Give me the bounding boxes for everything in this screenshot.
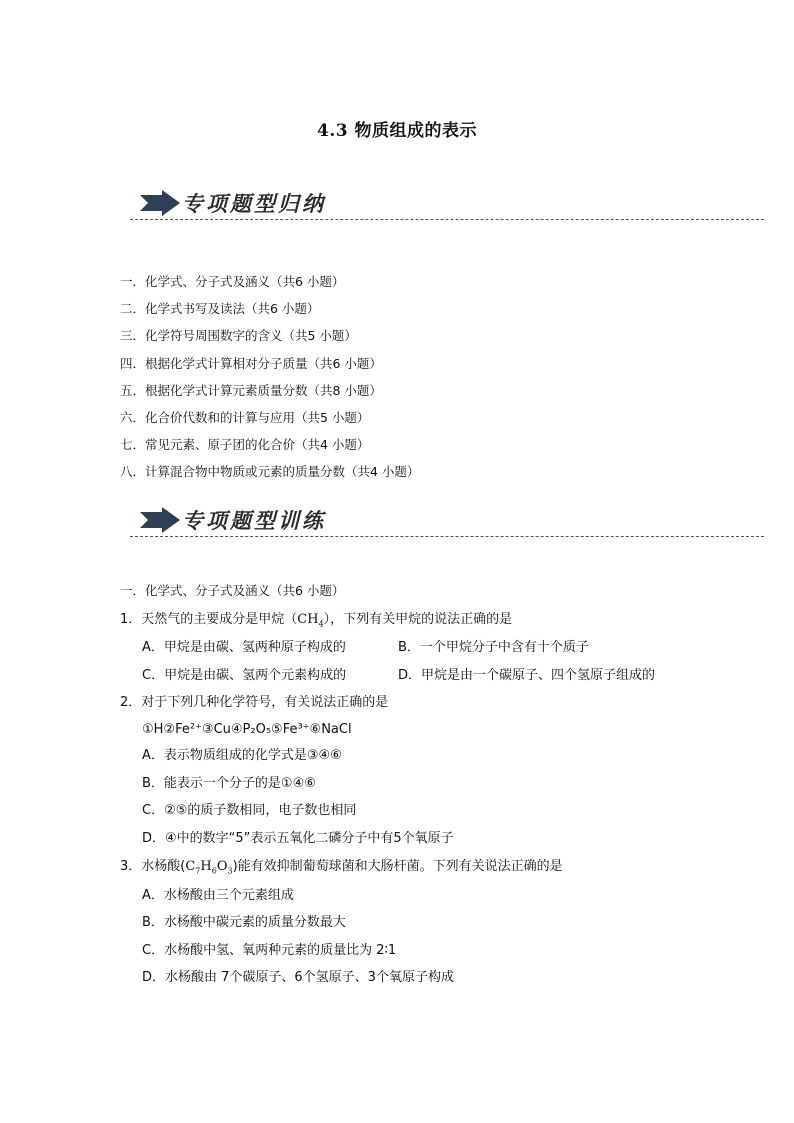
- option-d: D．水杨酸由 7个碳原子、6个氢原子、3个氧原子构成: [142, 970, 454, 985]
- option-d: D．④中的数字“5”表示五氧化二磷分子中有5个氧原子: [142, 831, 454, 846]
- section-heading: 一．化学式、分子式及涵义（共6 小题）: [120, 583, 345, 598]
- page-title: 4.3 物质组成的表示: [317, 121, 477, 141]
- section-banner-summary: [130, 186, 764, 220]
- question-3-stem: 3．水杨酸$(C_7H_6O_3)$能有效抑制葡萄球菌和大肠杆菌。下列有关说法正确的是: [120, 859, 563, 876]
- topic-item: 二．化学式书写及读法（共6 小题）: [120, 301, 320, 317]
- option-a: A．水杨酸由三个元素组成: [142, 888, 294, 903]
- divider: [130, 536, 764, 537]
- question-2-stem: 2．对于下列几种化学符号，有关说法正确的是: [120, 695, 389, 710]
- topic-list: [120, 272, 419, 490]
- option-b: B．水杨酸中碳元素的质量分数最大: [142, 915, 346, 930]
- option-a: A．甲烷是由碳、氢两种原子构成的: [142, 640, 346, 655]
- option-a: A．表示物质组成的化学式是③④⑥: [142, 748, 342, 763]
- option-d: D．甲烷是由一个碳原子、四个氢原子组成的: [398, 668, 656, 683]
- divider: [130, 219, 764, 220]
- topic-item: 一．化学式、分子式及涵义（共6 小题）: [120, 274, 345, 289]
- banner-text: 专项题型归纳: [182, 191, 326, 216]
- section-banner-practice: [130, 503, 764, 537]
- topic-item: 六．化合价代数和的计算与应用（共5 小题）: [120, 409, 370, 425]
- option-c: C．水杨酸中氢、氧两种元素的质量比为 2∶1: [142, 943, 397, 958]
- topic-item: 五．根据化学式计算元素质量分数（共8 小题）: [120, 382, 382, 398]
- option-b: B．一个甲烷分子中含有十个质子: [398, 640, 589, 655]
- question-1-stem: 1．天然气的主要成分是甲烷$(CH_4)$，下列有关甲烷的说法正确的是: [120, 612, 513, 629]
- arrow-icon: [140, 507, 182, 533]
- topic-item: 八．计算混合物中物质或元素的质量分数（共4 小题）: [120, 464, 420, 480]
- chemical-symbols: ①H②Fe²⁺③Cu④P₂O₅⑤Fe³⁺⑥NaCl: [142, 722, 352, 737]
- topic-item: 四．根据化学式计算相对分子质量（共6 小题）: [120, 355, 382, 371]
- option-c: C．甲烷是由碳、氢两个元素构成的: [142, 668, 347, 683]
- option-c: C．②⑤的质子数相同，电子数也相同: [142, 803, 357, 818]
- topic-item: 三．化学符号周围数字的含义（共5 小题）: [120, 328, 357, 344]
- banner-text: 专项题型训练: [182, 508, 326, 533]
- option-b: B．能表示一个分子的是①④⑥: [142, 776, 316, 791]
- topic-item: 七．常见元素、原子团的化合价（共4 小题）: [120, 437, 370, 453]
- arrow-icon: [140, 190, 182, 216]
